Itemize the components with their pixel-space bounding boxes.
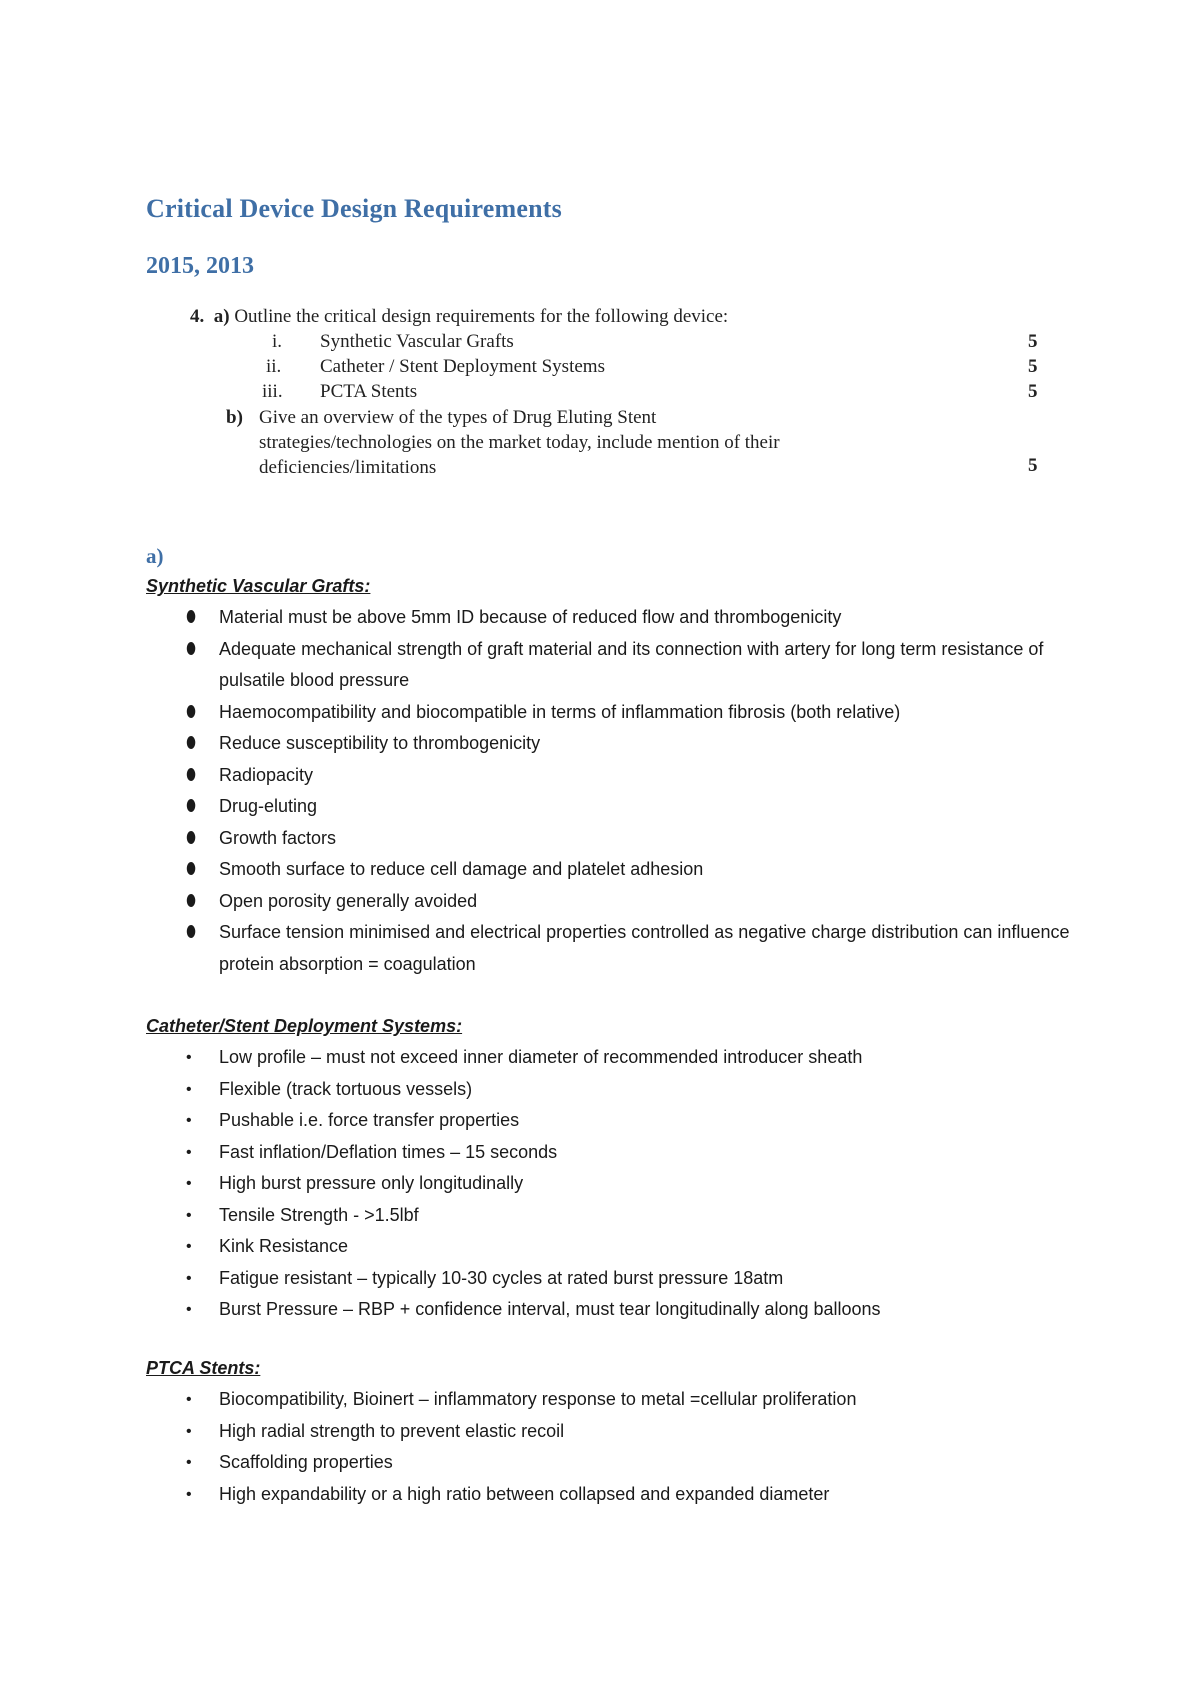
bullet-icon: • bbox=[186, 1175, 192, 1192]
part-b-marks: 5 bbox=[1028, 455, 1038, 476]
list-item: • Biocompatibility, Bioinert – inflammatory response to metal =cellular proliferation bbox=[146, 1384, 1076, 1416]
item-roman: i. bbox=[272, 331, 283, 352]
bullet-icon: • bbox=[186, 1301, 192, 1318]
bullet-icon: • bbox=[186, 1391, 192, 1408]
bullet-icon: • bbox=[186, 1143, 192, 1161]
bullet-icon: ⬮ bbox=[186, 829, 197, 847]
bullet-icon: ⬮ bbox=[186, 798, 197, 815]
list-item: ⬮ Reduce susceptibility to thrombogenicity bbox=[146, 728, 1076, 760]
bullet-icon: ⬮ bbox=[186, 609, 197, 626]
bullet-icon: • bbox=[186, 1080, 192, 1098]
part-b-text-line: Give an overview of the types of Drug Eluting Stent bbox=[259, 407, 657, 428]
part-a-text: Outline the critical design requirements for the following device: bbox=[234, 306, 729, 327]
list-item: • Fast inflation/Deflation times – 15 seconds bbox=[146, 1137, 1076, 1169]
item-text: Catheter / Stent Deployment Systems bbox=[320, 356, 605, 377]
part-b-text-line: strategies/technologies on the market today, include mention of their bbox=[259, 432, 780, 453]
item-roman: ii. bbox=[266, 356, 282, 377]
item-roman: iii. bbox=[262, 381, 283, 402]
list-item: ⬮ Material must be above 5mm ID because of reduced flow and thrombogenicity bbox=[146, 602, 1076, 634]
bullet-icon: ⬮ bbox=[186, 703, 197, 721]
list-item: ⬮ Smooth surface to reduce cell damage and platelet adhesion bbox=[146, 854, 1076, 886]
bullet-icon: • bbox=[186, 1238, 192, 1255]
bullet-icon: • bbox=[186, 1485, 192, 1503]
question-a-line bbox=[190, 306, 728, 328]
list-item: • High expandability or a high ratio between collapsed and expanded diameter bbox=[146, 1479, 1076, 1511]
list-item: • Fatigue resistant – typically 10-30 cycles at rated burst pressure 18atm bbox=[146, 1263, 1076, 1295]
part-b-label: b) bbox=[226, 407, 243, 428]
list-item: • High radial strength to prevent elastic recoil bbox=[146, 1416, 1076, 1448]
bullet-list-ptca-stents bbox=[146, 1384, 1076, 1510]
item-marks: 5 bbox=[1028, 331, 1038, 352]
item-marks: 5 bbox=[1028, 356, 1038, 377]
bullet-icon: ⬮ bbox=[186, 640, 197, 658]
bullet-icon: ⬮ bbox=[186, 766, 197, 784]
list-item: • Pushable i.e. force transfer properties bbox=[146, 1105, 1076, 1137]
document-title: Critical Device Design Requirements bbox=[146, 194, 562, 223]
item-text: PCTA Stents bbox=[320, 381, 418, 402]
list-item: ⬮ Haemocompatibility and biocompatible in terms of inflammation fibrosis (both relative) bbox=[146, 697, 1076, 729]
list-item: ⬮ Radiopacity bbox=[146, 760, 1076, 792]
bullet-icon: • bbox=[186, 1422, 192, 1440]
bullet-icon: • bbox=[186, 1206, 192, 1224]
exam-years: 2015, 2013 bbox=[146, 253, 254, 279]
part-a-label: a) bbox=[213, 306, 230, 327]
list-item: ⬮ Surface tension minimised and electrical properties controlled as negative charge distribution can influence protein absorption = coagulation bbox=[146, 917, 1076, 980]
list-item: ⬮ Open porosity generally avoided bbox=[146, 886, 1076, 918]
section-heading-ptca-stents: PTCA Stents: bbox=[146, 1358, 261, 1378]
bullet-icon: • bbox=[186, 1269, 192, 1287]
list-item: ⬮ Adequate mechanical strength of graft material and its connection with artery for long term resistance of pulsatile blood pressure bbox=[146, 634, 1076, 697]
bullet-icon: • bbox=[186, 1112, 192, 1129]
bullet-icon: ⬮ bbox=[186, 892, 197, 910]
list-item: • Flexible (track tortuous vessels) bbox=[146, 1074, 1076, 1106]
part-b-text-line: deficiencies/limitations bbox=[259, 457, 437, 478]
bullet-icon: • bbox=[186, 1049, 192, 1066]
item-text: Synthetic Vascular Grafts bbox=[320, 331, 514, 352]
list-item: ⬮ Growth factors bbox=[146, 823, 1076, 855]
list-item: ⬮ Drug-eluting bbox=[146, 791, 1076, 823]
list-item: • High burst pressure only longitudinally bbox=[146, 1168, 1076, 1200]
list-item: • Scaffolding properties bbox=[146, 1447, 1076, 1479]
item-marks: 5 bbox=[1028, 381, 1038, 402]
list-item: • Low profile – must not exceed inner diameter of recommended introducer sheath bbox=[146, 1042, 1076, 1074]
bullet-list-catheter-systems bbox=[146, 1042, 1076, 1326]
list-item: • Tensile Strength - >1.5lbf bbox=[146, 1200, 1076, 1232]
bullet-icon: ⬮ bbox=[186, 924, 197, 941]
question-number: 4. bbox=[190, 306, 205, 327]
bullet-icon: • bbox=[186, 1454, 192, 1471]
section-heading-catheter-systems: Catheter/Stent Deployment Systems: bbox=[146, 1016, 463, 1036]
answer-part-label: a) bbox=[146, 544, 164, 568]
bullet-icon: ⬮ bbox=[186, 735, 197, 752]
list-item: • Kink Resistance bbox=[146, 1231, 1076, 1263]
list-item: • Burst Pressure – RBP + confidence interval, must tear longitudinally along balloons bbox=[146, 1294, 1076, 1326]
bullet-list-synthetic-grafts bbox=[146, 602, 1076, 980]
bullet-icon: ⬮ bbox=[186, 861, 197, 878]
section-heading-synthetic-grafts: Synthetic Vascular Grafts: bbox=[146, 576, 371, 596]
